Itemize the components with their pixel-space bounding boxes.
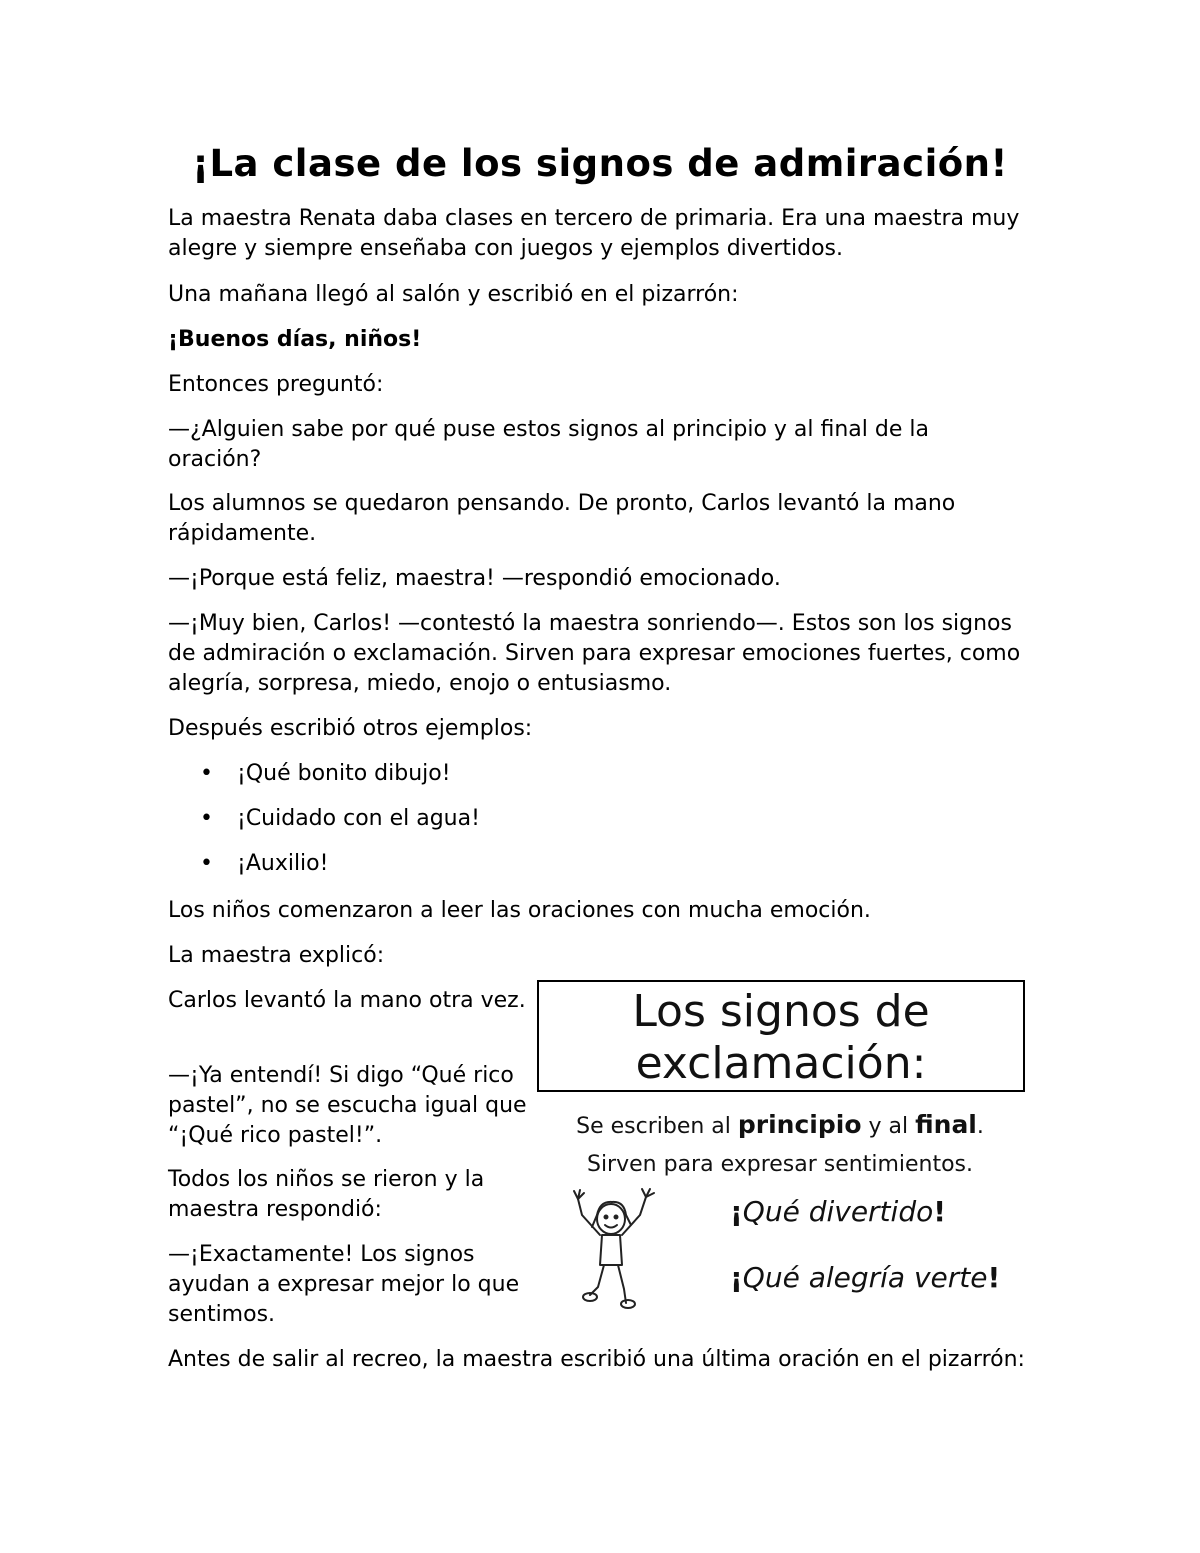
paragraph-question: —¿Alguien sabe por qué puse estos signos al principio y al final de la oración? — [168, 417, 929, 472]
paragraph-recess: Antes de salir al recreo, la maestra escribió una última oración en el pizarrón: — [168, 1347, 1025, 1372]
paragraph-asked: Entonces preguntó: — [168, 372, 384, 397]
paragraph-laughed: Todos los niños se rieron y la maestra respondió: — [168, 1167, 485, 1222]
exclamation: ! — [987, 1261, 1001, 1294]
infographic-rule-line — [540, 1110, 1020, 1142]
bullet-symbol: • — [200, 851, 213, 876]
paragraph-students: Los alumnos se quedaron pensando. De pronto, Carlos levantó la mano rápidamente. — [168, 491, 956, 546]
exclamation: ! — [933, 1195, 946, 1228]
paragraph-teacher-explained: La maestra explicó: — [168, 943, 385, 968]
list-item: ¡Qué bonito dibujo! — [237, 761, 451, 786]
rule-text: Se escriben al — [576, 1114, 738, 1139]
list-item: ¡Auxilio! — [237, 851, 329, 876]
rule-text: y al — [861, 1114, 916, 1139]
paragraph-morning: Una mañana llegó al salón y escribió en el pizarrón: — [168, 282, 739, 307]
bullet-symbol: • — [200, 761, 213, 786]
infographic-example-2 — [730, 1260, 1000, 1296]
infographic-title-box — [537, 980, 1025, 1092]
paragraph-understood: —¡Ya entendí! Si digo “Qué rico pastel”, no se escucha igual que “¡Qué rico pastel!”. — [168, 1063, 527, 1148]
list-item: ¡Cuidado con el agua! — [237, 806, 480, 831]
paragraph-carlos-again: Carlos levantó la mano otra vez. — [168, 988, 526, 1013]
happy-child-illustration — [560, 1185, 670, 1310]
inverted-exclamation: ¡ — [730, 1195, 743, 1228]
paragraph-exactly: —¡Exactamente! Los signos ayudan a expresar mejor lo que sentimos. — [168, 1242, 520, 1327]
infographic-purpose-line: Sirven para expresar sentimientos. — [586, 1152, 974, 1177]
bullet-symbol: • — [200, 806, 213, 831]
example-text: Qué alegría verte — [742, 1261, 988, 1294]
rule-final: final — [915, 1110, 977, 1139]
example-text: Qué divertido — [742, 1195, 934, 1228]
paragraph-reading: Los niños comenzaron a leer las oraciones con mucha emoción. — [168, 898, 871, 923]
infographic-example-1 — [730, 1194, 946, 1230]
document-title: ¡La clase de los signos de admiración! — [192, 142, 1008, 185]
paragraph-examples-intro: Después escribió otros ejemplos: — [168, 716, 533, 741]
rule-principio: principio — [737, 1110, 862, 1139]
rule-period: . — [976, 1114, 984, 1139]
paragraph-intro: La maestra Renata daba clases en tercero de primaria. Era una maestra muy alegre y siempre enseñaba con juegos y ejemplos divertidos. — [168, 206, 1020, 261]
inverted-exclamation: ¡ — [730, 1261, 743, 1294]
infographic-title: Los signos de exclamación: — [632, 986, 930, 1089]
paragraph-answer: —¡Porque está feliz, maestra! —respondió emocionado. — [168, 566, 781, 591]
paragraph-explanation: —¡Muy bien, Carlos! —contestó la maestra sonriendo—. Estos son los signos de admiración o exclamación. Sirven para expresar emociones fuertes, como alegría, sorpresa, miedo, enojo o entusiasmo. — [168, 611, 1021, 696]
paragraph-greeting: ¡Buenos días, niños! — [168, 327, 422, 352]
